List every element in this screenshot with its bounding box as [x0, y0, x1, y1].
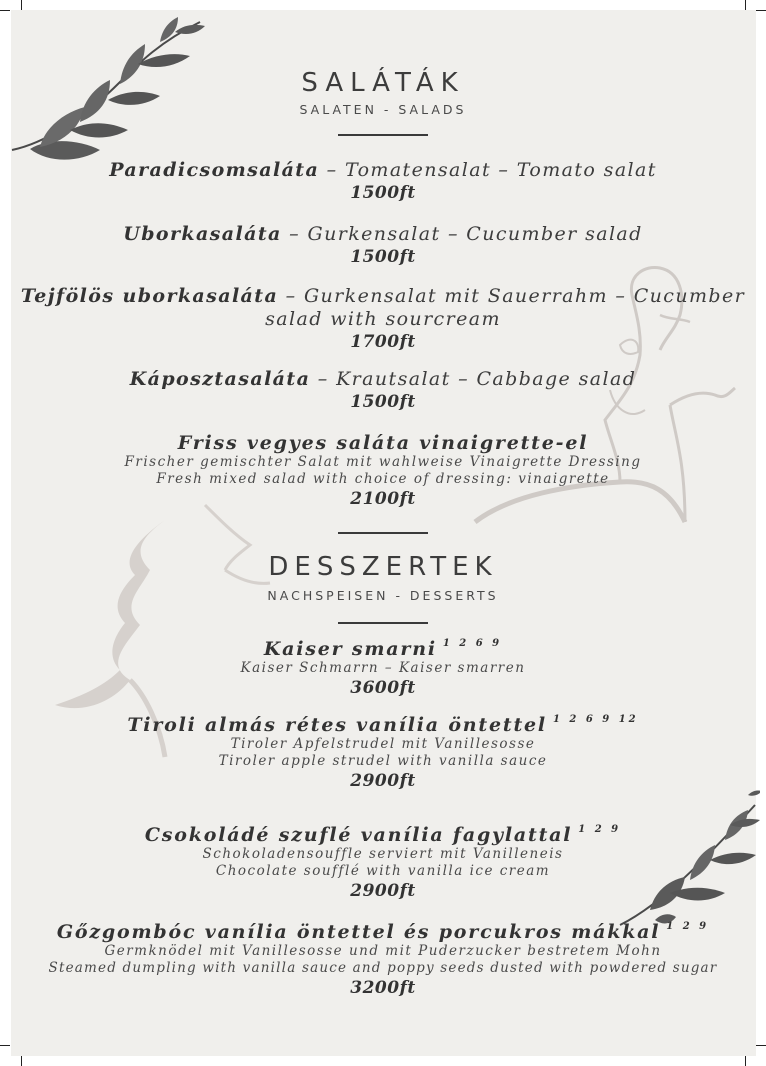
item-price: 1500ft	[350, 392, 416, 412]
item-name: Friss vegyes saláta vinaigrette-el	[177, 432, 589, 454]
item-german: Frischer gemischter Salat mit wahlweise Vinaigrette Dressing	[124, 454, 642, 470]
crop-mark	[756, 1045, 766, 1046]
item-price: 2900ft	[350, 771, 416, 791]
menu-item	[0, 368, 766, 413]
item-german: Schokoladensouffle serviert mit Vanilleneis	[202, 846, 564, 862]
item-german: Germknödel mit Vanillesosse und mit Puderzucker bestretem Mohn	[104, 943, 662, 959]
section-title: SALÁTÁK	[301, 68, 465, 98]
item-translation: – Gurkensalat mit Sauerrahm – Cucumber	[285, 285, 746, 307]
item-translation: – Tomatensalat – Tomato salat	[326, 159, 657, 181]
item-translation: – Krautsalat – Cabbage salad	[317, 368, 637, 390]
section-title: DESSZERTEK	[268, 552, 498, 582]
divider	[338, 532, 428, 534]
item-name: Tejfölös uborkasaláta	[20, 285, 279, 307]
crop-mark	[21, 1056, 22, 1066]
allergen-numbers: 1 2 6 9	[442, 638, 503, 649]
crop-mark	[0, 10, 10, 11]
item-price: 1500ft	[350, 183, 416, 203]
item-name: Káposztasaláta	[129, 368, 311, 390]
menu-item	[0, 432, 766, 510]
section-subtitle: NACHSPEISEN - DESSERTS	[267, 588, 499, 603]
item-name: Csokoládé szuflé vanília fagylattal	[144, 824, 573, 846]
item-english: Steamed dumpling with vanilla sauce and poppy seeds dusted with powdered sugar	[48, 960, 718, 976]
crop-mark	[0, 1045, 10, 1046]
item-english: Chocolate soufflé with vanilla ice cream	[215, 863, 551, 879]
salads-header	[0, 70, 766, 136]
menu-item	[0, 633, 766, 699]
crop-mark	[756, 10, 766, 11]
allergen-numbers: 1 2 6 9 12	[552, 714, 639, 725]
item-name: Tiroli almás rétes vanília öntettel	[127, 714, 547, 736]
allergen-numbers: 1 2 9	[666, 921, 710, 932]
menu-item	[0, 916, 766, 999]
item-english: Tiroler apple strudel with vanilla sauce	[218, 753, 548, 769]
item-name: Uborkasaláta	[123, 223, 282, 245]
divider	[338, 134, 428, 136]
item-price: 2100ft	[350, 489, 416, 509]
crop-mark	[21, 0, 22, 10]
item-translation: Kaiser Schmarrn – Kaiser smarren	[240, 660, 526, 676]
item-german: Tiroler Apfelstrudel mit Vanillesosse	[230, 736, 536, 752]
section-subtitle: SALATEN - SALADS	[299, 102, 467, 117]
item-price: 1700ft	[350, 332, 416, 352]
menu-item	[0, 819, 766, 902]
item-name: Kaiser smarni	[263, 638, 437, 660]
item-translation-cont: salad with sourcream	[265, 308, 501, 330]
item-translation: – Gurkensalat – Cucumber salad	[289, 223, 643, 245]
menu-item	[0, 159, 766, 204]
item-name: Gőzgombóc vanília öntettel és porcukros mákkal	[56, 921, 661, 943]
menu-item	[0, 223, 766, 268]
menu-item	[0, 285, 766, 353]
desserts-header	[0, 532, 766, 624]
item-name: Paradicsomsaláta	[109, 159, 320, 181]
item-price: 3200ft	[350, 978, 416, 998]
item-price: 3600ft	[350, 678, 416, 698]
menu-item	[0, 709, 766, 792]
item-price: 1500ft	[350, 247, 416, 267]
item-price: 2900ft	[350, 881, 416, 901]
divider	[338, 622, 428, 624]
allergen-numbers: 1 2 9	[578, 824, 622, 835]
crop-mark	[745, 1056, 746, 1066]
item-english: Fresh mixed salad with choice of dressing: vinaigrette	[156, 471, 610, 487]
crop-mark	[745, 0, 746, 10]
